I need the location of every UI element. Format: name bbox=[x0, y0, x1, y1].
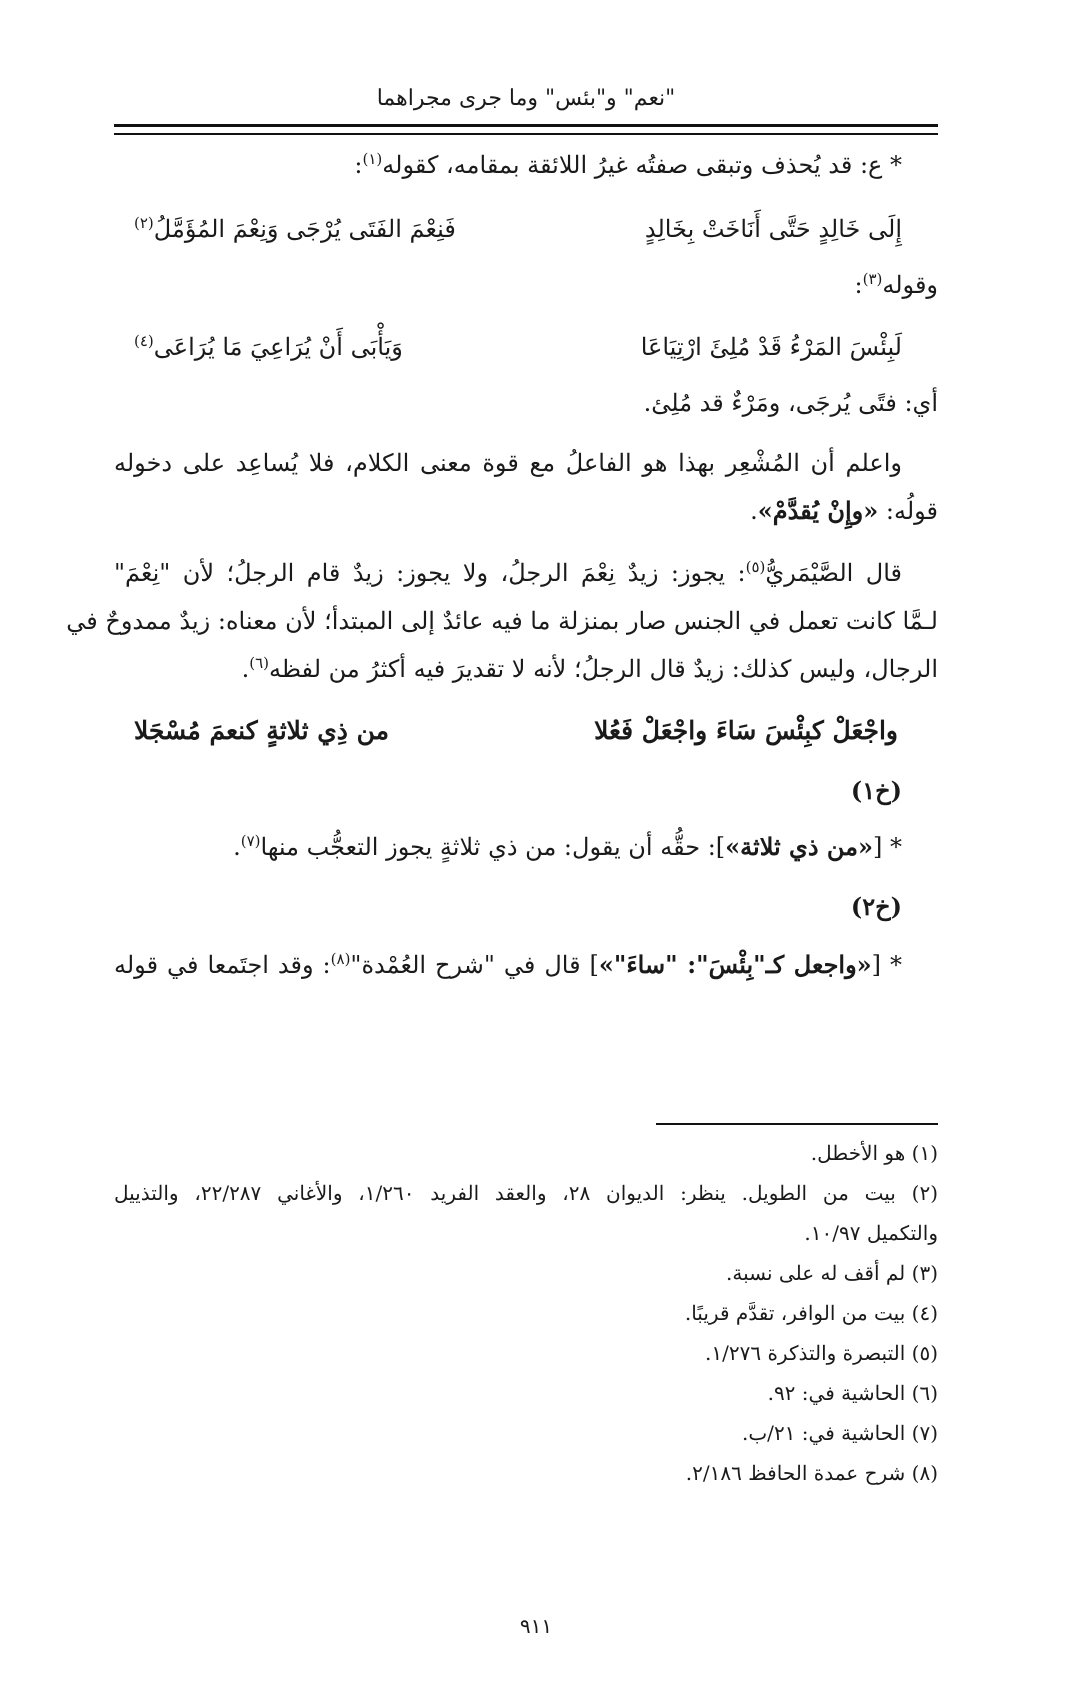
p5-l1-a: قال الصَّيْمَريُّ bbox=[765, 559, 902, 587]
footnote-separator bbox=[656, 1123, 938, 1125]
paragraph-5-line-2: لـمَّا كانت تعمل في الجنس صار بمنزلة ما فيه عائدٌ إلى المبتدأ؛ لأن معناه: زيدٌ ممدوحٌ في bbox=[66, 607, 938, 635]
paragraph-3: أي: فتًى يُرجَى، ومَرْءٌ قد مُلِئ. bbox=[643, 389, 938, 417]
p4-quote-bold: «وإِنْ يُقدَّمْ» bbox=[757, 496, 879, 525]
p7-a: * [ bbox=[871, 951, 902, 979]
footnote-7: (٧) الحاشية في: ٢١/ب. bbox=[742, 1421, 938, 1445]
paragraph-5-line-3 bbox=[242, 652, 938, 686]
header-rule-thin bbox=[114, 133, 938, 135]
footnote-ref-2: (٢) bbox=[134, 214, 154, 232]
footnote-ref-1: (١) bbox=[362, 150, 383, 168]
p7-d: : وقد اجتَمعا في قوله bbox=[114, 951, 331, 979]
p5-l3-text: الرجال، وليس كذلك: زيدٌ قال الرجلُ؛ لأنه لا تقديرَ فيه أكثرُ من لفظه bbox=[269, 655, 938, 683]
page-number: ٩١١ bbox=[519, 1614, 553, 1638]
footnote-5: (٥) التبصرة والتذكرة ١/٢٧٦. bbox=[705, 1341, 938, 1365]
p4-l2-c: . bbox=[750, 497, 758, 525]
p6-c: ]: حقُّه أن يقول: من ذي ثلاثةٍ يجوز التعجُّب منها bbox=[260, 833, 726, 861]
p6-quote-bold: «من ذي ثلاثة» bbox=[725, 832, 873, 861]
footnote-1: (١) هو الأخطل. bbox=[810, 1141, 938, 1165]
footnote-ref-4: (٤) bbox=[134, 332, 154, 350]
p2-text: وقوله bbox=[882, 271, 938, 299]
footnote-4: (٤) بيت من الوافر، تقدَّم قريبًا. bbox=[684, 1301, 938, 1325]
p7-quote-bold: «واجعل كـ"بِئْسَ": "ساءَ"» bbox=[598, 950, 872, 979]
paragraph-6 bbox=[233, 830, 902, 864]
footnote-ref-7: (٧) bbox=[240, 832, 261, 850]
paragraph-1 bbox=[354, 148, 902, 182]
verse-2-first-hemistich: لَبِئْسَ المَرْءُ قَدْ مُلِئَ ارْتِيَاعَا bbox=[640, 333, 902, 361]
footnote-ref-3: (٣) bbox=[862, 270, 883, 288]
footnote-ref-5: (٥) bbox=[745, 558, 766, 576]
p1-text: * ع: قد يُحذف وتبقى صفتُه غيرُ اللائقة بمقامه، كقوله bbox=[382, 151, 902, 179]
footnote-3: (٣) لم أقف له على نسبة. bbox=[726, 1261, 938, 1285]
footnote-2-line-2: والتكميل ١٠/٩٧. bbox=[804, 1221, 938, 1245]
verse-1-first-hemistich: إِلَى خَالِدٍ حَتَّى أَنَاخَتْ بِخَالِدٍ bbox=[644, 215, 902, 243]
p5-l3-end: . bbox=[241, 655, 250, 683]
kh2-marker: (خ٢) bbox=[850, 892, 902, 921]
paragraph-4-line-2 bbox=[750, 494, 938, 528]
footnote-8: (٨) شرح عمدة الحافظ ٢/١٨٦. bbox=[685, 1461, 938, 1485]
p4-l2-a: قولُه: bbox=[878, 497, 938, 525]
kh1-marker: (خ١) bbox=[850, 776, 902, 805]
paragraph-7 bbox=[114, 948, 938, 982]
verse-3-first-hemistich: واجْعَلْ كبِئْسَ سَاءَ واجْعَلْ فَعُلا bbox=[594, 716, 898, 745]
paragraph-5-line-1 bbox=[114, 556, 938, 590]
p1-end: : bbox=[354, 151, 363, 179]
header-rule-thick bbox=[114, 124, 938, 127]
p2-end: : bbox=[854, 271, 863, 299]
p7-c: ] قال في "شرح العُمْدة" bbox=[350, 951, 599, 979]
footnote-2-line-1: (٢) بيت من الطويل. ينظر: الديوان ٢٨، والعقد الفريد ١/٢٦٠، والأغاني ٢٢/٢٨٧، والتذييل bbox=[114, 1181, 939, 1205]
verse-1-second-hemistich bbox=[134, 212, 456, 246]
footnote-6: (٦) الحاشية في: ٩٢. bbox=[767, 1381, 938, 1405]
footnote-ref-8: (٨) bbox=[330, 950, 351, 968]
running-header: "نعم" و"بئس" وما جرى مجراهما bbox=[376, 86, 676, 111]
paragraph-4-line-1: واعلم أن المُشْعِر بهذا هو الفاعلُ مع قوة معنى الكلام، فلا يُساعِد على دخوله bbox=[114, 449, 902, 477]
p5-l1-b: : يجوز: زيدٌ نِعْمَ الرجلُ، ولا يجوز: زيدٌ قام الرجلُ؛ لأن "نِعْمَ" bbox=[114, 559, 746, 587]
verse-2-second-hemistich bbox=[134, 330, 403, 364]
paragraph-2 bbox=[854, 268, 938, 302]
verse-3-second-hemistich: من ذِي ثلاثةٍ كنعمَ مُسْجَلا bbox=[134, 716, 390, 745]
p6-end: . bbox=[233, 833, 241, 861]
verse-2-b-text: وَيَأْبَى أَنْ يُرَاعِيَ مَا يُرَاعَى bbox=[153, 333, 403, 361]
verse-1-b-text: فَنِعْمَ الفَتَى يُرْجَى وَنِعْمَ المُؤَمَّلُ bbox=[153, 215, 456, 243]
footnote-ref-6: (٦) bbox=[249, 654, 269, 672]
p6-a: * [ bbox=[873, 833, 902, 861]
